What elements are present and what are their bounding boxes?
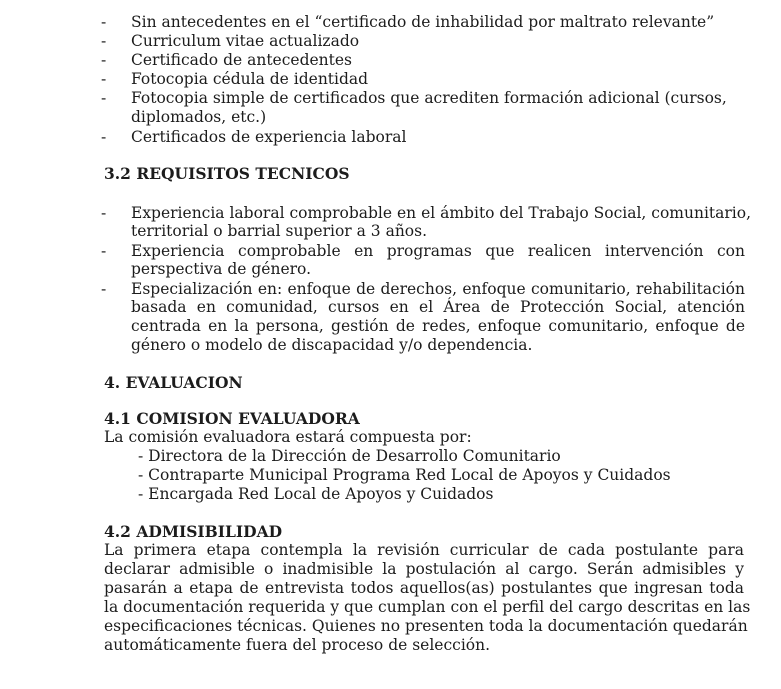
list-item: Experiencia comprobable en programas que realicen intervención con [131, 242, 745, 260]
section-heading-3-2: 3.2 REQUISITOS TECNICOS [104, 164, 350, 183]
paragraph-line: automáticamente fuera del proceso de selección. [104, 636, 491, 654]
list-item: Especialización en: enfoque de derechos, enfoque comunitario, rehabilitación [131, 280, 745, 298]
section-heading-4: 4. EVALUACION [104, 373, 243, 392]
list-bullet: - [101, 128, 107, 146]
list-bullet: - [101, 32, 107, 50]
section-heading-4-2: 4.2 ADMISIBILIDAD [104, 522, 283, 541]
list-item: Curriculum vitae actualizado [131, 32, 360, 50]
list-item-continuation: basada en comunidad, cursos en el Área de Protección Social, atención [131, 298, 745, 316]
list-item: - Directora de la Dirección de Desarrollo Comunitario [138, 447, 561, 465]
list-bullet: - [101, 242, 107, 260]
paragraph-line: La primera etapa contempla la revisión curricular de cada postulante para [104, 541, 744, 559]
section-heading-4-1: 4.1 COMISION EVALUADORA [104, 409, 360, 428]
list-item: Experiencia laboral comprobable en el ámbito del Trabajo Social, comunitario, [131, 204, 751, 222]
list-bullet: - [101, 89, 107, 107]
list-item-continuation: diplomados, etc.) [131, 108, 267, 126]
paragraph-line: pasarán a etapa de entrevista todos aquellos(as) postulantes que ingresan toda [104, 579, 744, 597]
list-item: Sin antecedentes en el “certificado de inhabilidad por maltrato relevante” [131, 13, 715, 31]
list-bullet: - [101, 280, 107, 298]
list-item-continuation: centrada en la persona, gestión de redes, enfoque comunitario, enfoque de [131, 317, 745, 335]
list-item: Certificados de experiencia laboral [131, 128, 407, 146]
paragraph-line: especificaciones técnicas. Quienes no presenten toda la documentación quedarán [104, 617, 748, 635]
list-bullet: - [101, 51, 107, 69]
list-item-continuation: género o modelo de discapacidad y/o dependencia. [131, 336, 533, 354]
list-item: Fotocopia cédula de identidad [131, 70, 369, 88]
commission-intro: La comisión evaluadora estará compuesta por: [104, 428, 472, 446]
list-item-continuation: territorial o barrial superior a 3 años. [131, 222, 428, 240]
list-item: - Contraparte Municipal Programa Red Local de Apoyos y Cuidados [138, 466, 671, 484]
list-bullet: - [101, 204, 107, 222]
list-item: Fotocopia simple de certificados que acrediten formación adicional (cursos, [131, 89, 727, 107]
paragraph-line: declarar admisible o inadmisible la postulación al cargo. Serán admisibles y [104, 560, 744, 578]
list-item-continuation: perspectiva de género. [131, 260, 312, 278]
list-item: - Encargada Red Local de Apoyos y Cuidados [138, 485, 494, 503]
list-bullet: - [101, 13, 107, 31]
list-item: Certificado de antecedentes [131, 51, 353, 69]
list-bullet: - [101, 70, 107, 88]
paragraph-line: la documentación requerida y que cumplan con el perfil del cargo descritas en las [104, 598, 751, 616]
